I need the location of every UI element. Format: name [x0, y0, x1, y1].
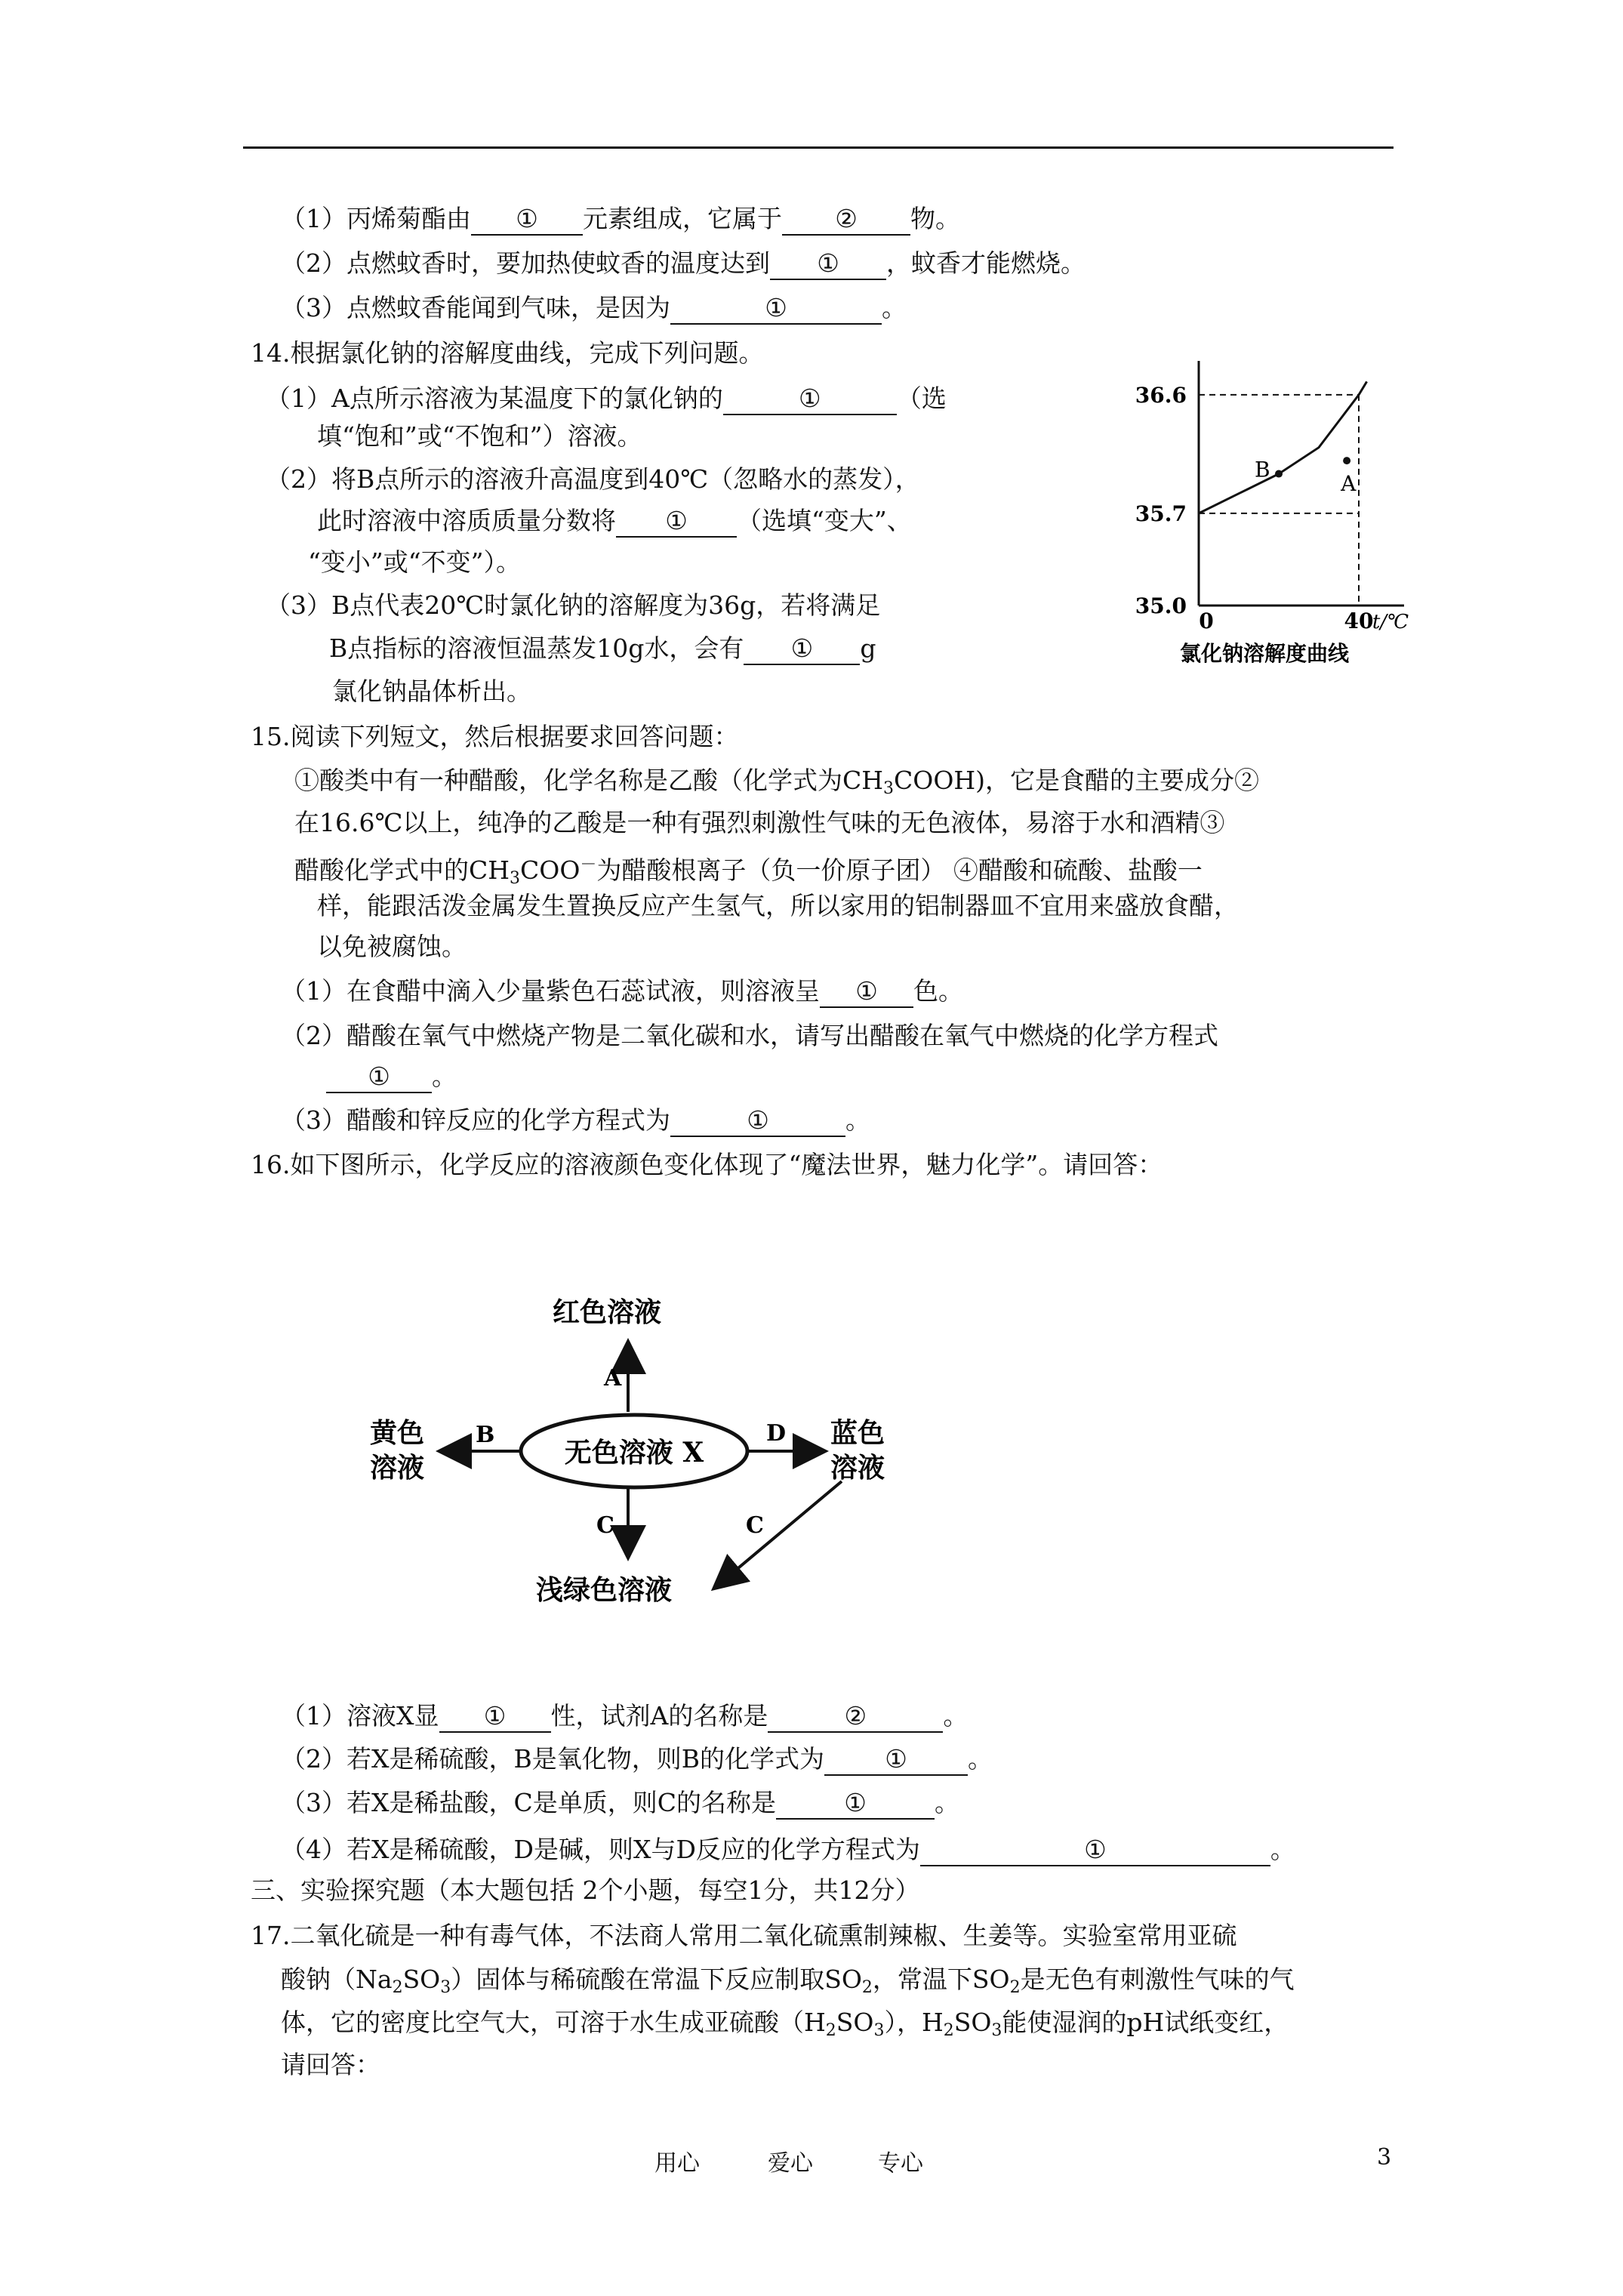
- q16-part3: （3）若X是稀盐酸，C是单质，则C的名称是 ① 。: [281, 1786, 959, 1820]
- q15-passage-4: 样，能跟活泼金属发生置换反应产生氢气，所以家用的铝制器皿不宜用来盛放食醋，: [317, 891, 1239, 920]
- q17-line-1: 17.二氧化硫是一种有毒气体，不法商人常用二氧化硫熏制辣椒、生姜等。实验室常用亚硫: [251, 1921, 1237, 1950]
- footer-text-1: 用心: [654, 2150, 700, 2177]
- x-tick-label: 0: [1199, 609, 1214, 633]
- q15-passage-2: 在16.6℃以上，纯净的乙酸是一种有强烈刺激性气味的无色液体，易溶于水和酒精③: [294, 808, 1225, 837]
- answer-blank[interactable]: ②: [768, 1701, 943, 1733]
- answer-blank[interactable]: ①: [471, 204, 583, 236]
- q15-part1: （1）在食醋中滴入少量紫色石蕊试液，则溶液呈 ① 色。: [281, 975, 963, 1008]
- q15-passage-1: ①酸类中有一种醋酸，化学名称是乙酸（化学式为$CH_3COOH$)，它是食醋的主要成分②: [294, 766, 1260, 798]
- point-b: [1275, 470, 1283, 478]
- q15-part2: （2）醋酸在氧气中燃烧产物是二氧化碳和水，请写出醋酸在氧气中燃烧的化学方程式: [281, 1021, 1218, 1050]
- answer-blank[interactable]: ①: [723, 384, 897, 415]
- label-d: D: [766, 1420, 787, 1447]
- answer-blank[interactable]: ①: [439, 1701, 551, 1733]
- answer-blank[interactable]: ①: [326, 1062, 432, 1093]
- answer-blank[interactable]: ①: [670, 293, 882, 325]
- q15-part3: （3）醋酸和锌反应的化学方程式为 ① 。: [281, 1104, 870, 1137]
- reaction-diagram: [355, 1284, 929, 1616]
- footer-text-2: 爱心: [768, 2150, 813, 2177]
- q14-part2-cont2: “变小”或“不变”）。: [308, 547, 521, 577]
- answer-blank[interactable]: ①: [616, 506, 737, 538]
- q14-part3-cont2: 氯化钠晶体析出。: [332, 676, 531, 706]
- left-solution-1: 黄色: [370, 1417, 425, 1449]
- q16-title: 16.如下图所示，化学反应的溶液颜色变化体现了“魔法世界，魅力化学”。请回答：: [251, 1150, 1163, 1179]
- q16-part1: （1）溶液X显 ① 性，试剂A的名称是 ② 。: [281, 1700, 968, 1733]
- center-label: 无色溶液 X: [564, 1437, 704, 1469]
- footer-text-3: 专心: [878, 2150, 923, 2177]
- point-label-b: B: [1255, 457, 1270, 482]
- right-solution-1: 蓝色: [830, 1417, 885, 1449]
- answer-blank[interactable]: ①: [776, 1788, 935, 1820]
- q14-part2-cont: 此时溶液中溶质质量分数将 ① （选填“变大”、: [317, 504, 912, 538]
- y-tick-label: 36.6: [1135, 382, 1187, 408]
- q14-part2: （2）将B点所示的溶液升高温度到40℃（忽略水的蒸发），: [266, 464, 920, 494]
- label-b: B: [476, 1422, 495, 1448]
- top-solution: 红色溶液: [553, 1296, 662, 1328]
- arrow-c2: [716, 1481, 842, 1587]
- answer-blank[interactable]: ①: [820, 976, 913, 1008]
- point-label-a: A: [1341, 471, 1357, 497]
- q17-line-4: 请回答：: [281, 2050, 380, 2079]
- q15-passage-5: 以免被腐蚀。: [317, 932, 467, 961]
- q14-part3: （3）B点代表20℃时氯化钠的溶解度为36g，若将满足: [266, 590, 881, 620]
- point-a: [1343, 457, 1350, 464]
- left-solution-2: 溶液: [370, 1452, 425, 1484]
- label-c2: C: [746, 1512, 764, 1539]
- solubility-chart: [1117, 355, 1434, 672]
- chart-title: 氯化钠溶解度曲线: [1179, 641, 1350, 666]
- q15-part2-cont: ① 。: [326, 1060, 457, 1093]
- q14-part3-cont: B点指标的溶液恒温蒸发10g水，会有 ① g: [329, 632, 876, 665]
- q13-part3: （3）点燃蚊香能闻到气味，是因为 ① 。: [281, 291, 907, 325]
- q13-part1: （1）丙烯菊酯由 ① 元素组成，它属于 ② 物。: [281, 202, 960, 236]
- page-number: 3: [1377, 2144, 1392, 2171]
- answer-blank[interactable]: ①: [824, 1744, 968, 1776]
- right-solution-2: 溶液: [830, 1452, 885, 1484]
- q15-title: 15.阅读下列短文，然后根据要求回答问题：: [251, 722, 739, 751]
- q13-part2: （2）点燃蚊香时，要加热使蚊香的温度达到 ① ，蚊香才能燃烧。: [281, 247, 1086, 280]
- x-axis-label: t/℃: [1372, 611, 1409, 633]
- q17-line-3: 体，它的密度比空气大，可溶于水生成亚硫酸$(H_2SO_3)$，$H_2SO_3$能使湿润的pH试纸变红，: [281, 2008, 1289, 2040]
- label-a: A: [604, 1365, 622, 1391]
- q14-part1-cont: 填“饱和”或“不饱和”）溶液。: [317, 421, 642, 451]
- answer-blank[interactable]: ①: [670, 1105, 845, 1137]
- answer-blank[interactable]: ①: [770, 248, 886, 280]
- q16-part4: （4）若X是稀硫酸，D是碱，则X与D反应的化学方程式为 ① 。: [281, 1833, 1295, 1866]
- label-c: C: [596, 1512, 614, 1539]
- x-tick-label: 40: [1344, 609, 1374, 633]
- q17-line-2: 酸钠$(Na_2SO_3)$固体与稀硫酸在常温下反应制取$SO_2$，常温下$SO_2$是无色有刺激性气味的气: [281, 1965, 1295, 1997]
- section-3-heading: 三、实验探究题（本大题包括 2个小题，每空1分，共12分）: [251, 1875, 920, 1905]
- q15-passage-3: 醋酸化学式中的$CH_3COO^-$为醋酸根离子（负一价原子团） ④醋酸和硫酸、盐酸一: [294, 855, 1203, 888]
- q16-part2: （2）若X是稀硫酸，B是氧化物，则B的化学式为 ① 。: [281, 1743, 993, 1776]
- y-tick-label: 35.7: [1135, 501, 1187, 526]
- header-rule: [243, 146, 1394, 149]
- answer-blank[interactable]: ①: [744, 633, 860, 665]
- answer-blank[interactable]: ①: [920, 1835, 1270, 1866]
- bottom-solution: 浅绿色溶液: [536, 1574, 673, 1606]
- q14-part1: （1）A点所示溶液为某温度下的氯化钠的 ① （选: [266, 382, 947, 415]
- q14-title: 14.根据氯化钠的溶解度曲线，完成下列问题。: [251, 338, 764, 368]
- answer-blank[interactable]: ②: [782, 204, 910, 236]
- y-tick-label: 35.0: [1135, 593, 1187, 618]
